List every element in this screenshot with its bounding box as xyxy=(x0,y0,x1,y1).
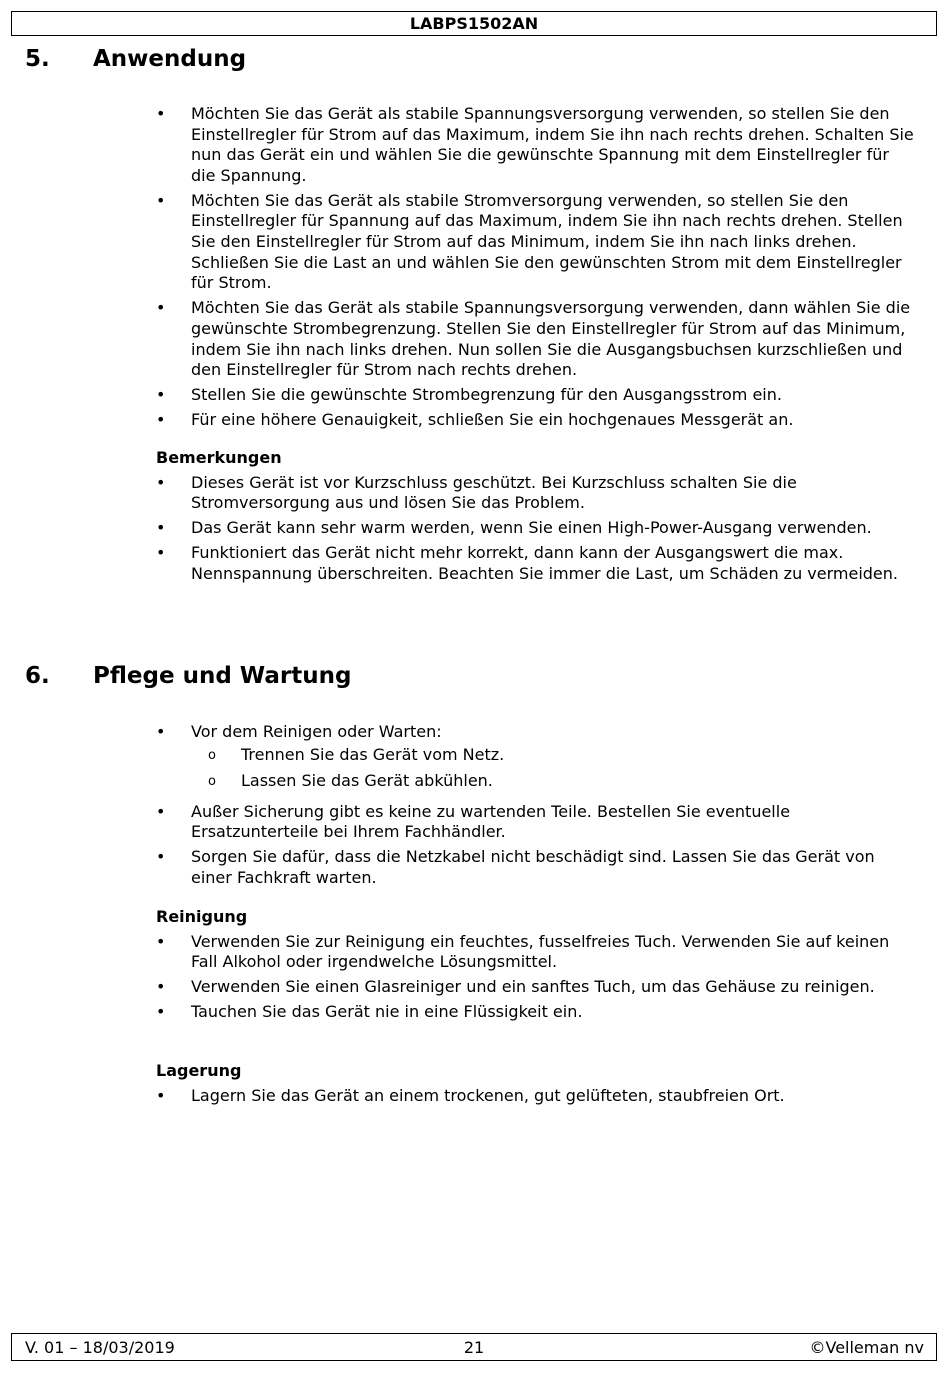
list-item-text: Möchten Sie das Gerät als stabile Spannungsversorgung verwenden, dann wählen Sie die gewünschte Strombegrenzung. Stellen Sie den Einstellregler für Strom auf das Minimum, indem Sie ihn nach links drehen. Nun sollen Sie die Ausgangsbuchsen kurzschließen und den Einstellregler für Strom nach rechts drehen. xyxy=(191,298,911,380)
list-item xyxy=(156,847,916,888)
storage-heading: Lagerung xyxy=(156,1061,242,1080)
section-5-bullet-list xyxy=(156,104,916,435)
list-item-text: Lagern Sie das Gerät an einem trockenen, gut gelüfteten, staubfreien Ort. xyxy=(191,1085,785,1105)
bullet-icon: • xyxy=(156,410,166,430)
list-item-text: Vor dem Reinigen oder Warten: xyxy=(191,722,442,741)
list-item-text: Funktioniert das Gerät nicht mehr korrekt, dann kann der Ausgangswert die max. Nennspannung überschreiten. Beachten Sie immer die Last, um Schäden zu vermeiden. xyxy=(191,543,898,583)
document-footer xyxy=(11,1333,937,1361)
storage-block xyxy=(156,1061,916,1111)
list-item xyxy=(156,1002,916,1023)
bullet-icon: • xyxy=(156,1085,166,1105)
list-item-text: Möchten Sie das Gerät als stabile Stromversorgung verwenden, so stellen Sie den Einstellregler für Spannung auf das Maximum, indem Sie ihn nach rechts drehen. Stellen Sie den Einstellregler für Strom auf das Minimum, indem Sie ihn nach links drehen. Schließen Sie die Last an und wählen Sie den gewünschten Strom mit dem Einstellregler für Strom. xyxy=(191,190,903,293)
list-item xyxy=(156,298,916,380)
circle-bullet-icon: o xyxy=(208,747,216,763)
bullet-icon: • xyxy=(156,722,166,741)
section-title: Pflege und Wartung xyxy=(93,663,352,689)
bullet-icon: • xyxy=(156,977,166,997)
list-item-text: Außer Sicherung gibt es keine zu wartenden Teile. Bestellen Sie eventuelle Ersatzunterteile bei Ihrem Fachhändler. xyxy=(191,801,791,842)
section-number: 5. xyxy=(25,46,50,72)
notes-block xyxy=(156,448,916,589)
section-number: 6. xyxy=(25,663,50,689)
list-item xyxy=(156,410,916,431)
list-item xyxy=(156,543,916,584)
list-item xyxy=(156,977,916,998)
sub-list-item xyxy=(156,745,916,766)
bullet-icon: • xyxy=(156,543,166,563)
bullet-icon: • xyxy=(156,190,166,210)
list-item-text: Verwenden Sie einen Glasreiniger und ein sanftes Tuch, um das Gehäuse zu reinigen. xyxy=(191,977,875,997)
bullet-icon: • xyxy=(156,104,166,123)
section-6-bullet-list xyxy=(156,722,916,893)
notes-heading: Bemerkungen xyxy=(156,448,282,467)
list-item-text: Möchten Sie das Gerät als stabile Spannungsversorgung verwenden, so stellen Sie den Einstellregler für Strom auf das Maximum, indem Sie ihn nach rechts drehen. Schalten Sie nun das Gerät ein und wählen Sie die gewünschte Spannung mit dem Einstellregler für die Spannung. xyxy=(191,104,914,185)
list-item xyxy=(156,932,916,973)
list-item xyxy=(156,191,916,294)
list-item-text: Sorgen Sie dafür, dass die Netzkabel nicht beschädigt sind. Lassen Sie das Gerät von einer Fachkraft warten. xyxy=(191,847,875,888)
list-item xyxy=(156,104,916,186)
cleaning-heading: Reinigung xyxy=(156,907,248,926)
list-item xyxy=(156,1086,916,1107)
list-item-text: Tauchen Sie das Gerät nie in eine Flüssigkeit ein. xyxy=(191,1002,583,1022)
list-item xyxy=(156,385,916,406)
section-title: Anwendung xyxy=(93,46,247,72)
cleaning-block xyxy=(156,907,916,1027)
section-5-heading xyxy=(25,44,246,74)
footer-version: V. 01 – 18/03/2019 xyxy=(25,1338,175,1357)
bullet-icon: • xyxy=(156,385,166,405)
sub-list-item-text: Trennen Sie das Gerät vom Netz. xyxy=(241,744,505,764)
list-item-text: Das Gerät kann sehr warm werden, wenn Sie einen High-Power-Ausgang verwenden. xyxy=(191,518,872,538)
list-item xyxy=(156,722,916,743)
sub-list-item xyxy=(156,771,916,792)
bullet-icon: • xyxy=(156,931,166,951)
footer-copyright: ©Velleman nv xyxy=(809,1338,924,1357)
bullet-icon: • xyxy=(156,472,166,492)
circle-bullet-icon: o xyxy=(208,774,216,790)
bullet-icon: • xyxy=(156,801,166,821)
list-item xyxy=(156,802,916,843)
document-header xyxy=(11,11,937,36)
list-item-text: Für eine höhere Genauigkeit, schließen Sie ein hochgenaues Messgerät an. xyxy=(191,410,794,430)
bullet-icon: • xyxy=(156,298,166,318)
section-6-heading xyxy=(25,661,351,691)
list-item-text: Stellen Sie die gewünschte Strombegrenzung für den Ausgangsstrom ein. xyxy=(191,385,782,405)
footer-page-number: 21 xyxy=(463,1338,485,1357)
list-item-text: Dieses Gerät ist vor Kurzschluss geschützt. Bei Kurzschluss schalten Sie die Stromversorgung aus und lösen Sie das Problem. xyxy=(191,472,797,513)
header-title: LABPS1502AN xyxy=(409,14,539,33)
list-item xyxy=(156,518,916,539)
list-item xyxy=(156,473,916,514)
bullet-icon: • xyxy=(156,847,166,867)
list-item-text: Verwenden Sie zur Reinigung ein feuchtes, fusselfreies Tuch. Verwenden Sie auf keinen Fall Alkohol oder irgendwelche Lösungsmittel. xyxy=(191,931,890,972)
bullet-icon: • xyxy=(156,1002,166,1022)
sub-list-item-text: Lassen Sie das Gerät abkühlen. xyxy=(241,771,493,791)
bullet-icon: • xyxy=(156,518,166,538)
